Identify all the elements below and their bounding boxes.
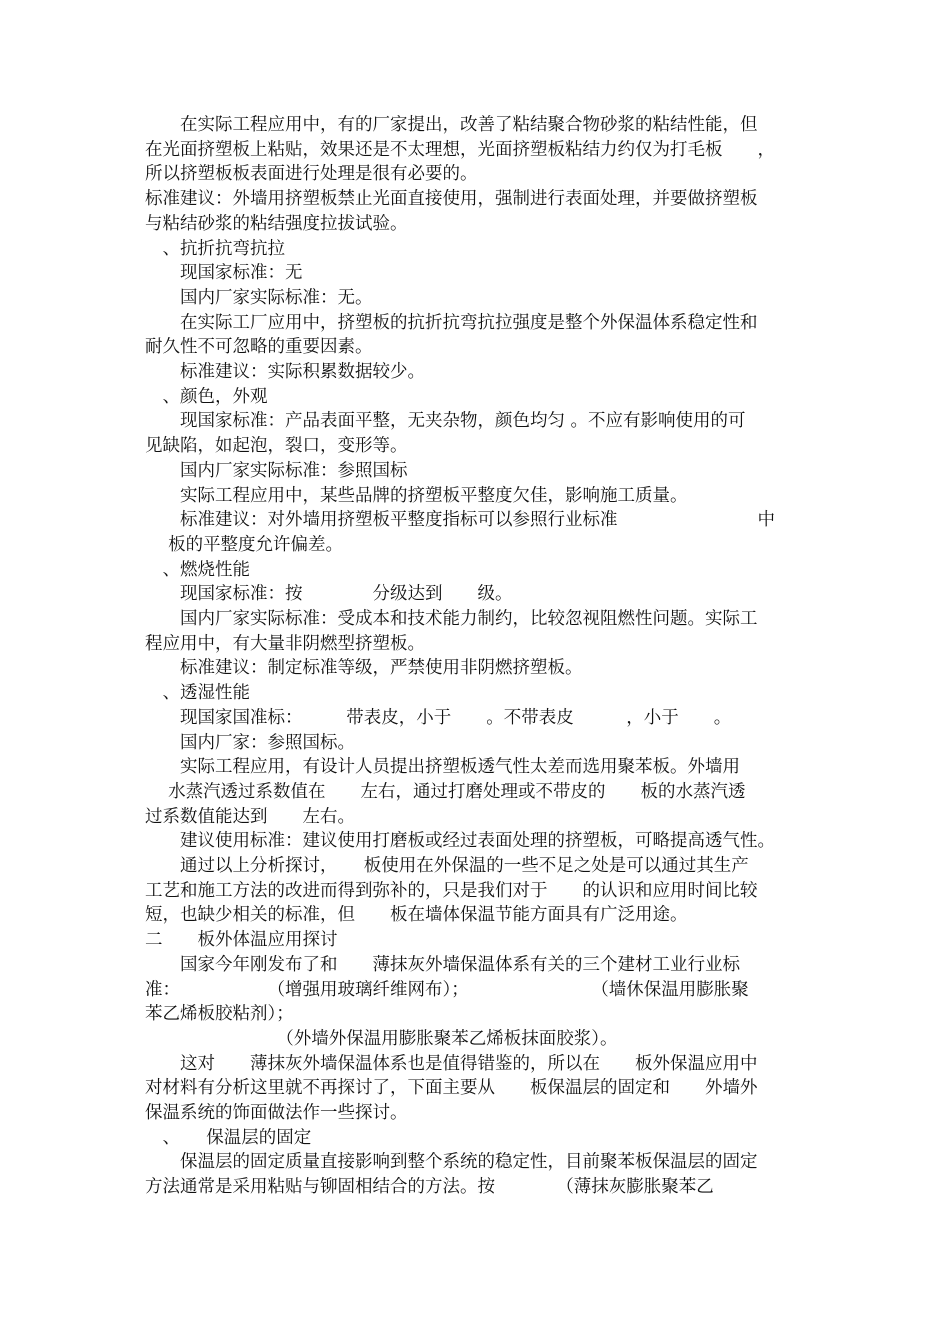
text-line: 实际工程应用中，某些品牌的挤塑板平整度欠佳，影响施工质量。 xyxy=(145,485,688,506)
text-line: 耐久性不可忽略的重要因素。 xyxy=(145,337,373,358)
text-line: 与粘结砂浆的粘结强度拉拔试验。 xyxy=(145,213,408,234)
text-line: 标准建议：实际积累数据较少。 xyxy=(145,362,425,382)
text-line: 工艺和施工方法的改进而得到弥补的，只是我们对于 的认识和应用时间比较 xyxy=(145,880,758,901)
text-line: 水蒸汽透过系数值在 左右，通过打磨处理或不带皮的 板的水蒸汽透 xyxy=(145,781,746,802)
text-line: 、颜色，外观 xyxy=(145,386,268,407)
text-line: 实际工程应用，有设计人员提出挤塑板透气性太差而选用聚苯板。外墙用 xyxy=(145,757,740,778)
text-line: 标准建议：外墙用挤塑板禁止光面直接使用，强制进行表面处理，并要做挤塑板 xyxy=(145,189,758,210)
text-line: 现国家标准：产品表面平整，无夹杂物，颜色均匀 。不应有影响使用的可 xyxy=(145,411,746,432)
text-line: 建议使用标准：建议使用打磨板或经过表面处理的挤塑板，可略提高透气性。 xyxy=(145,831,775,852)
text-line: 二 板外体温应用探讨 xyxy=(145,930,338,951)
text-line: 这对 薄抹灰外墙保温体系也是值得错鉴的，所以在 板外保温应用中 xyxy=(145,1053,758,1074)
text-line: 保温系统的饰面做法作一些探讨。 xyxy=(145,1103,408,1123)
text-line: 现国家标准：按 分级达到 级。 xyxy=(145,584,513,605)
text-line: 见缺陷，如起泡，裂口，变形等。 xyxy=(145,436,408,457)
text-line: 板的平整度允许偏差。 xyxy=(145,534,344,555)
text-line: 保温层的固定质量直接影响到整个系统的稳定性，目前聚苯板保温层的固定 xyxy=(145,1152,758,1173)
text-line: 标准建议：对外墙用挤塑板平整度指标可以参照行业标准 中 xyxy=(145,510,775,531)
text-line: 在实际工厂应用中，挤塑板的抗折抗弯抗拉强度是整个外保温体系稳定性和 xyxy=(145,312,758,333)
text-line: （外墙外保温用膨胀聚苯乙烯板抹面胶浆）。 xyxy=(145,1028,618,1049)
text-line: 国内厂家实际标准：无。 xyxy=(145,287,373,308)
text-line: 、 保温层的固定 xyxy=(145,1127,312,1148)
text-line: 方法通常是采用粘贴与铆固相结合的方法。按 （薄抹灰膨胀聚苯乙 xyxy=(145,1177,714,1198)
text-line: 在光面挤塑板上粘贴，效果还是不太理想，光面挤塑板粘结力约仅为打毛板 ， xyxy=(145,139,775,160)
text-line: 短，也缺少相关的标准，但 板在墙体保温节能方面具有广泛用途。 xyxy=(145,905,688,926)
text-line: 通过以上分析探讨， 板使用在外保温的一些不足之处是可以通过其生产 xyxy=(145,856,749,876)
text-line: 在实际工程应用中，有的厂家提出，改善了粘结聚合物砂浆的粘结性能，但 xyxy=(145,115,758,135)
text-line: 过系数值能达到 左右。 xyxy=(145,806,355,827)
text-line: 准： （增强用玻璃纤维网布）； （墙休保温用膨胀聚 xyxy=(145,979,749,1000)
text-line: 、透湿性能 xyxy=(145,683,250,704)
text-line: 国家今年刚发布了和 薄抹灰外墙保温体系有关的三个建材工业行业标 xyxy=(145,954,740,975)
text-line: 、抗折抗弯抗拉 xyxy=(145,238,285,259)
text-line: 标准建议：制定标准等级，严禁使用非阴燃挤塑板。 xyxy=(145,658,583,679)
text-line: 苯乙烯板胶粘剂）； xyxy=(145,1004,294,1025)
text-line: 所以挤塑板板表面进行处理是很有必要的。 xyxy=(145,164,478,185)
text-line: 国内厂家实际标准：受成本和技术能力制约，比较忽视阻燃性问题。实际工 xyxy=(145,609,758,629)
text-line: 程应用中，有大量非阴燃型挤塑板。 xyxy=(145,633,425,654)
text-line: 现国家国准标： 带表皮，小于 。不带表皮 ，小于 。 xyxy=(145,707,732,728)
text-line: 国内厂家实际标准：参照国标 xyxy=(145,460,408,481)
text-line: 对材料有分析这里就不再探讨了，下面主要从 板保温层的固定和 外墙外 xyxy=(145,1078,758,1099)
text-line: 国内厂家：参照国标。 xyxy=(145,732,355,753)
text-line: 、燃烧性能 xyxy=(145,559,250,580)
text-line: 现国家标准：无 xyxy=(145,263,303,284)
